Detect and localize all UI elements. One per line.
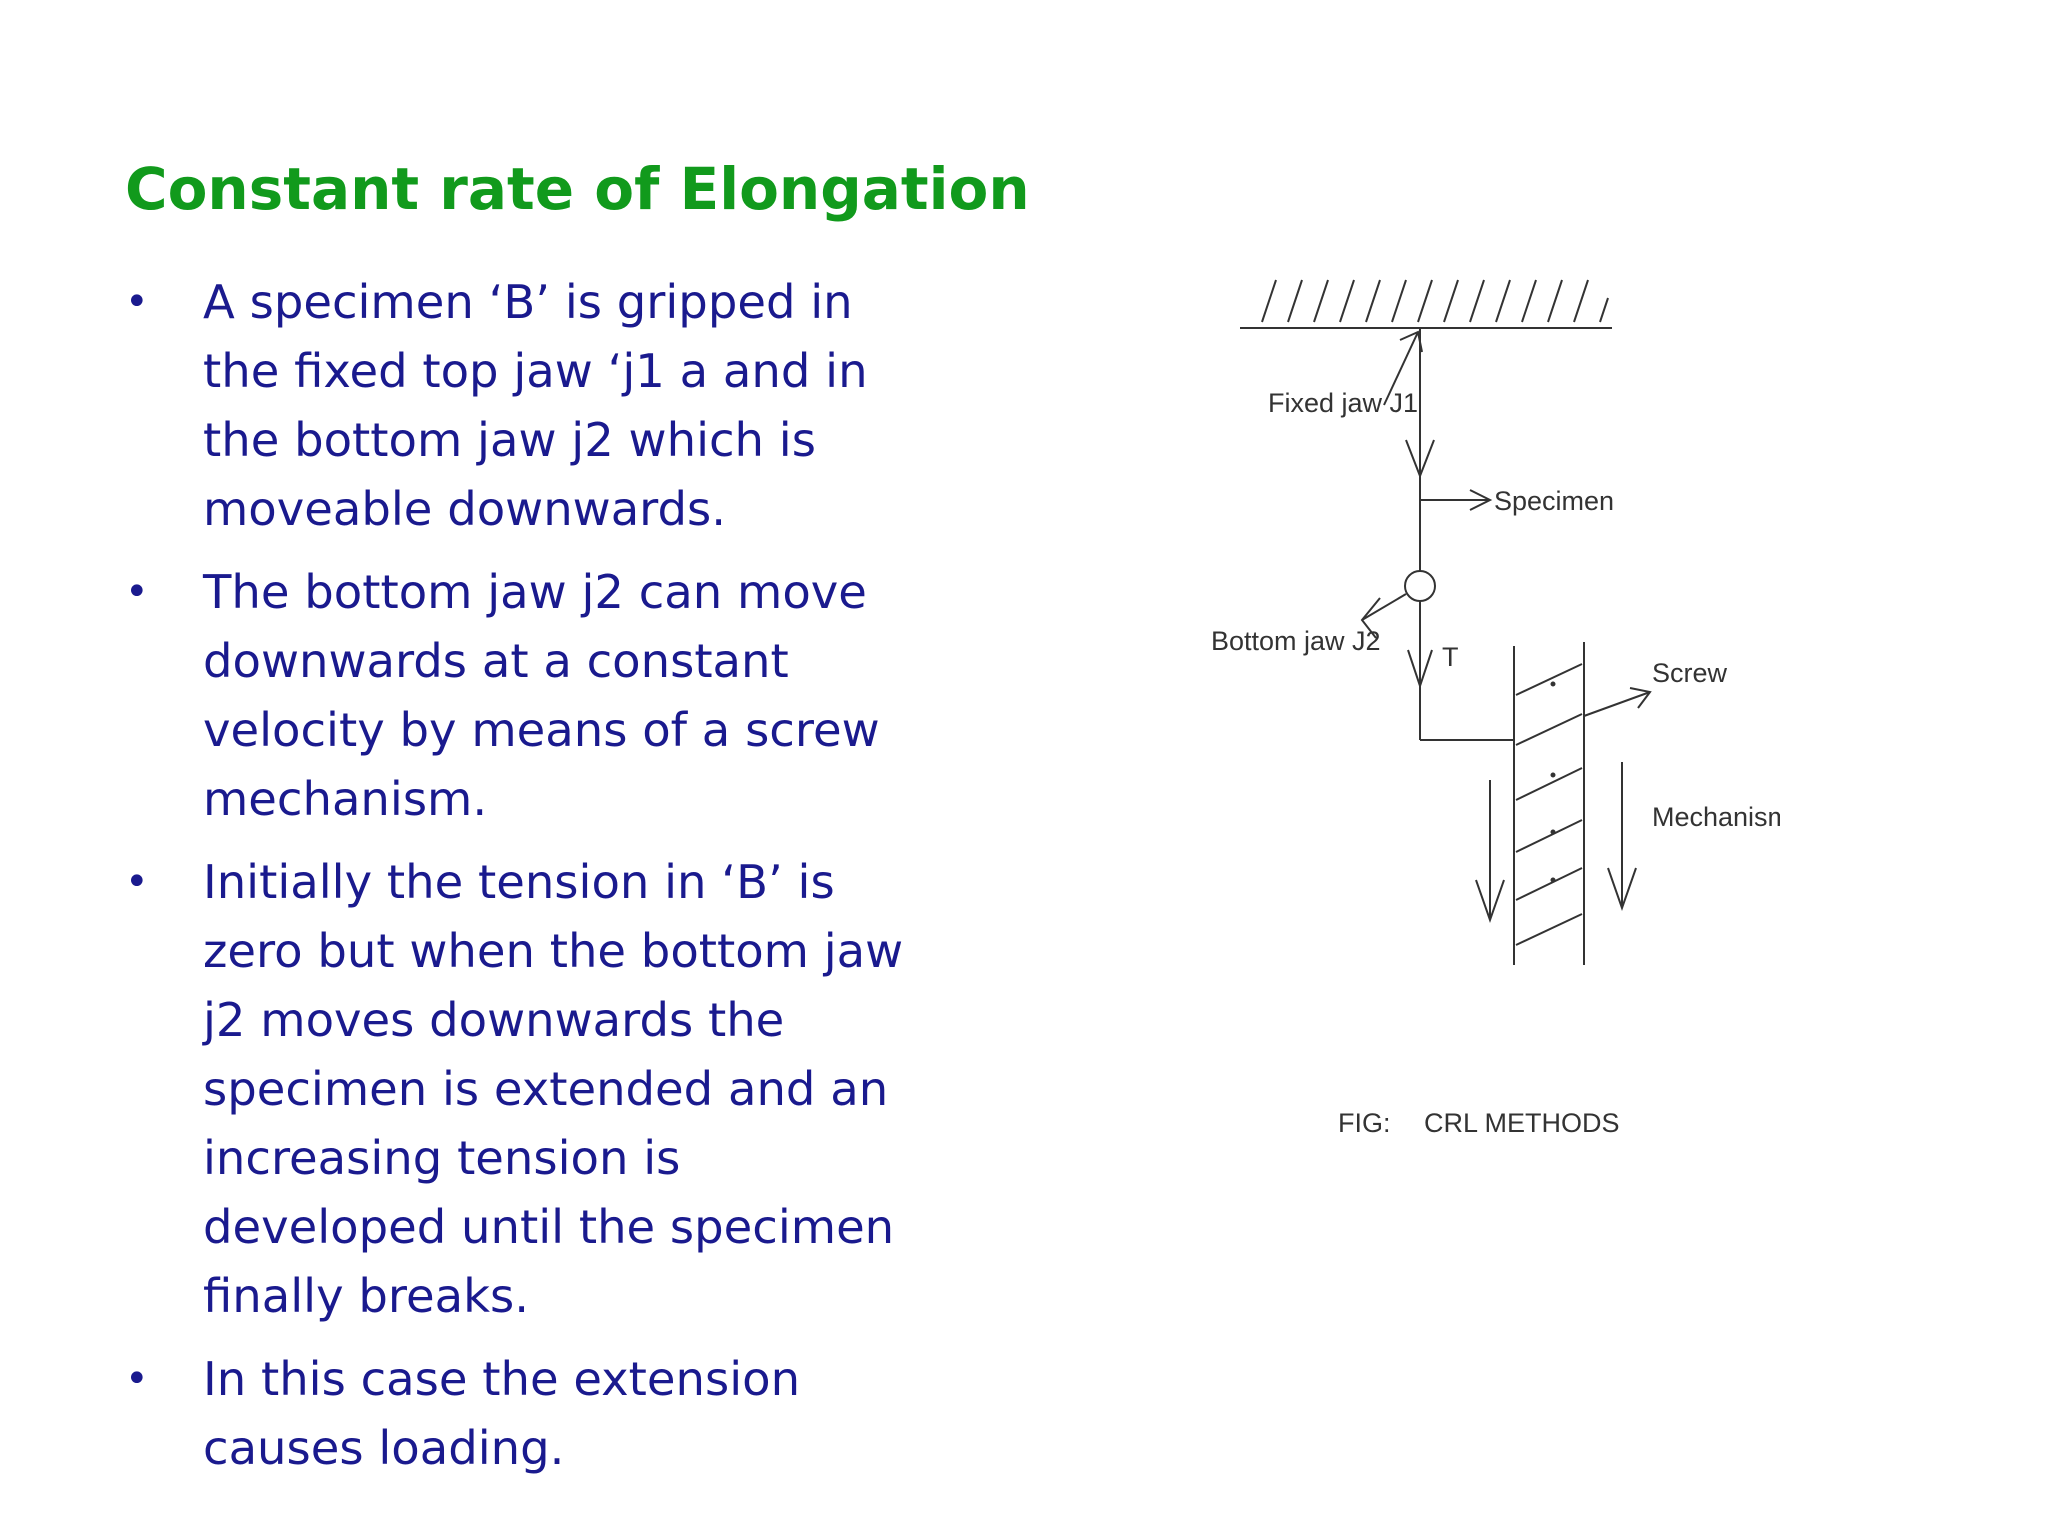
label-screw: Screw	[1652, 658, 1728, 688]
bullet-item	[125, 268, 905, 544]
label-tension: T	[1442, 642, 1459, 672]
bottom-jaw-pointer	[1362, 594, 1406, 620]
label-specimen: Specimen	[1494, 486, 1615, 516]
figure-prefix: FIG:	[1338, 1108, 1391, 1138]
bottom-jaw-circle	[1405, 571, 1435, 601]
bullet-text: Initially the tension in ‘B’ is zero but when the bottom jaw j2 moves downwards the specimen is extended and an increasing tension is developed until the specimen finally breaks.	[203, 855, 904, 1323]
bullet-text: A specimen ‘B’ is gripped in the fixed top jaw ‘j1 a and in the bottom jaw j2 which is moveable downwards.	[203, 275, 868, 536]
bullet-item	[125, 1345, 905, 1483]
screw-body	[1514, 642, 1584, 965]
bullet-dot-icon: •	[125, 279, 149, 325]
label-fixed-jaw: Fixed jaw J1	[1268, 388, 1419, 418]
figure-caption: CRL METHODS	[1424, 1108, 1620, 1138]
fixed-support-hatch	[1240, 280, 1612, 328]
bullet-text: The bottom jaw j2 can move downwards at a constant velocity by means of a screw mechanism.	[203, 565, 880, 826]
crl-diagram-svg	[1200, 255, 1780, 1175]
bullet-item	[125, 558, 905, 834]
slide-title: Constant rate of Elongation	[125, 155, 1030, 223]
label-mechanism: Mechanism	[1652, 802, 1780, 832]
crl-diagram	[1200, 255, 1780, 1175]
bullet-dot-icon: •	[125, 859, 149, 905]
bullet-dot-icon: •	[125, 1356, 149, 1402]
label-bottom-jaw: Bottom jaw J2	[1211, 626, 1381, 656]
bullet-item	[125, 848, 905, 1331]
bullet-dot-icon: •	[125, 569, 149, 615]
bullet-text: In this case the extension causes loading.	[203, 1352, 801, 1475]
bullet-list	[125, 268, 905, 1497]
